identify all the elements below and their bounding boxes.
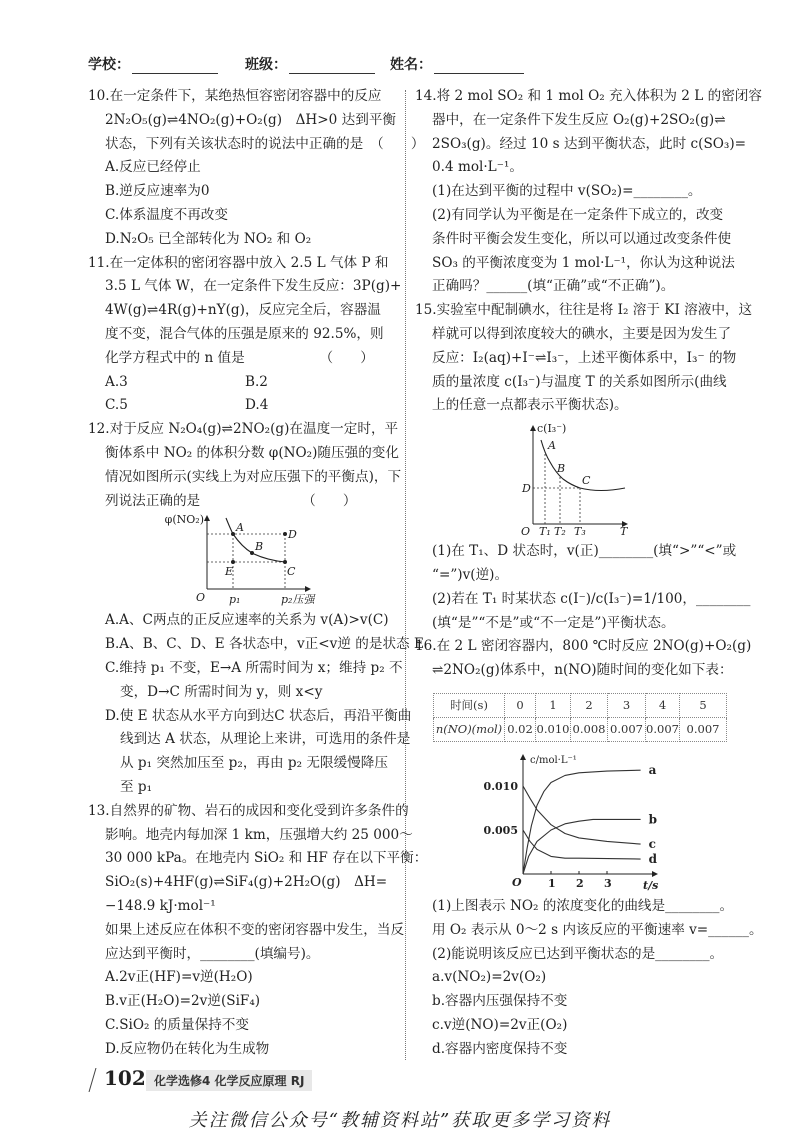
concentration-time-chart <box>415 741 730 895</box>
text-line: 4W(g)⇌4R(g)+nY(g)，反应完全后，容器温 <box>105 302 381 319</box>
point-c-label: C <box>287 565 296 579</box>
text-line: (2)若在 T₁ 时某状态 c(I⁻)/c(I₃⁻)=1/100，________ <box>432 590 751 607</box>
option-text: A.3 <box>105 373 128 390</box>
question-11 <box>88 252 400 419</box>
text-line: 质的量浓度 c(I₃⁻)与温度 T 的关系如图所示(曲线 <box>432 373 727 390</box>
point-b-label: B <box>255 540 264 554</box>
text-line: 衡体系中 NO₂ 的体积分数 φ(NO₂)随压强的变化 <box>105 444 399 461</box>
text-line: 应达到平衡时，________(填编号)。 <box>105 945 320 962</box>
text-line: A.2v正(HF)=v逆(H₂O) <box>105 969 253 986</box>
origin-label: O <box>196 591 206 605</box>
guide-lines <box>207 534 285 589</box>
text-line: a.v(NO₂)=2v(O₂) <box>432 969 547 986</box>
class-field[interactable]: 班级： <box>245 54 375 74</box>
text-line: 13.自然界的矿物、岩石的成因和变化受到许多条件的 <box>88 802 409 819</box>
point-e-label: E <box>225 565 234 579</box>
text-line: 11.在一定体积的密闭容器中放入 2.5 L 气体 P 和 <box>88 254 389 271</box>
t2-label: T₂ <box>554 525 566 539</box>
origin-label: O <box>512 875 522 889</box>
q12-figure-svg <box>88 513 400 609</box>
origin-label: O <box>521 525 531 539</box>
x-tick-label: 3 <box>604 876 612 890</box>
x-tick-label: 2 <box>576 876 584 890</box>
question-10 <box>88 85 425 252</box>
x-tick-label: 1 <box>548 876 556 890</box>
text-line: 化学方程式中的 n 值是 （ ） <box>105 349 374 366</box>
text-line: c.v逆(NO)=2v正(O₂) <box>432 1016 568 1033</box>
table-header-row: 时间(s) 0 1 2 3 4 5 <box>434 693 727 717</box>
text-line: C.SiO₂ 的质量保持不变 <box>105 1016 249 1033</box>
option-text: B.2 <box>245 373 268 390</box>
text-line: C.体系温度不再改变 <box>105 206 228 223</box>
y-tick-label: 0.005 <box>483 823 518 837</box>
concentration-chart-svg <box>415 741 730 895</box>
text-line: (1)在达到平衡的过程中 v(SO₂)=________。 <box>432 183 702 200</box>
y-axis-label: φ(NO₂) <box>164 513 204 527</box>
text-line: B.逆反应速率为0 <box>105 183 210 200</box>
t1-label: T₁ <box>539 525 551 539</box>
curve-label-c: c <box>648 837 656 852</box>
point-d-label: D <box>522 482 531 496</box>
text-line: 16.在 2 L 密闭容器内，800 ℃时反应 2NO(g)+O₂(g) <box>415 638 752 655</box>
left-column <box>88 85 428 1061</box>
no-amount-table-block <box>415 683 730 741</box>
name-field[interactable]: 姓名： <box>390 54 524 74</box>
question-13 <box>88 800 428 1062</box>
text-line: D.反应物仍在转化为生成物 <box>105 1040 270 1057</box>
text-line: “=”)v(逆)。 <box>432 566 509 583</box>
p1-label: p₁ <box>229 593 241 607</box>
text-line: 反应：I₂(aq)+I⁻⇌I₃⁻，上述平衡体系中，I₃⁻ 的物 <box>432 349 737 366</box>
text-line: 条件时平衡会发生变化，所以可以通过改变条件使 <box>432 230 732 247</box>
watermark-handwriting: 关注微信公众号“教辅资料站”获取更多学习资料 <box>188 1110 612 1131</box>
question-14 <box>415 85 762 299</box>
point-b-label: B <box>557 462 566 476</box>
text-line: b.容器内压强保持不变 <box>432 993 568 1010</box>
text-line: SiO₂(s)+4HF(g)⇌SiF₄(g)+2H₂O(g) ΔH= <box>105 874 388 891</box>
text-line: (1)在 T₁、D 状态时，v(正)________(填“>”“<”或 <box>432 543 737 560</box>
text-line: 从 p₁ 突然加压至 p₂，再由 p₂ 无限缓慢降压 <box>120 755 388 772</box>
text-line: A.A、C两点的正反应速率的关系为 v(A)>v(C) <box>105 612 389 629</box>
text-line: C.维持 p₁ 不变，E→A 所需时间为 x；维持 p₂ 不 <box>105 659 403 676</box>
question-15 <box>415 299 753 635</box>
text-line: 影响。地壳内每加深 1 km，压强增大约 25 000～ <box>105 826 413 843</box>
p2-label: p₂压强 <box>281 593 315 607</box>
student-info-header <box>88 54 528 78</box>
right-column <box>415 85 763 1062</box>
text-line: 如果上述反应在体积不变的密闭容器中发生，当反 <box>105 921 405 938</box>
text-line: 度不变，混合气体的压强是原来的 92.5%，则 <box>105 325 384 342</box>
q12-pressure-figure <box>88 513 400 609</box>
text-line: 线到达 A 状态，从理论上来讲，可选用的条件是 <box>120 731 411 748</box>
t3-label: T₃ <box>574 525 586 539</box>
school-field[interactable]: 学校： <box>88 54 218 74</box>
question-12 <box>88 418 424 800</box>
q15-temperature-figure <box>415 418 730 540</box>
text-line: 上的任意一点都表示平衡状态)。 <box>432 397 628 414</box>
text-line: 情况如图所示(实线上为对应压强下的平衡点)，下 <box>105 468 402 485</box>
text-line: ⇌2NO₂(g)体系中，n(NO)随时间的变化如下表： <box>432 662 733 679</box>
curve-label-d: d <box>648 851 657 866</box>
text-line: 10.在一定条件下，某绝热恒容密闭容器中的反应 <box>88 88 382 104</box>
text-line: D.N₂O₅ 已全部转化为 NO₂ 和 O₂ <box>105 230 312 247</box>
text-line: 2N₂O₅(g)⇌4NO₂(g)+O₂(g) ΔH>0 达到平衡 <box>105 111 397 128</box>
point-d-label: D <box>288 528 297 542</box>
text-line: 正确吗？______(填“正确”或“不正确”)。 <box>432 278 675 295</box>
curve-d <box>523 830 641 859</box>
text-line: −148.9 kJ·mol⁻¹ <box>105 897 216 914</box>
text-line: 状态，下列有关该状态时的说法中正确的是 （ ） <box>105 135 425 152</box>
curve-label-a: a <box>648 763 657 778</box>
text-line: 列说法正确的是 （ ） <box>105 492 357 509</box>
text-line: 12.对于反应 N₂O₄(g)⇌2NO₂(g)在温度一定时，平 <box>88 421 399 438</box>
y-tick-label: 0.010 <box>483 779 518 793</box>
no-amount-table <box>433 693 727 742</box>
q15-figure-svg <box>415 418 730 540</box>
text-line: (2)有同学认为平衡是在一定条件下成立的，改变 <box>432 206 724 223</box>
text-line: (填“是”“不是”或“不一定是”)平衡状态。 <box>432 614 675 631</box>
text-line: 样就可以得到浓度较大的碘水，主要是因为发生了 <box>432 325 732 342</box>
option-pair <box>88 371 400 395</box>
text-line: 15.实验室中配制碘水，往往是将 I₂ 溶于 KI 溶液中，这 <box>415 302 753 319</box>
y-axis-label: c(I₃⁻) <box>537 422 567 436</box>
option-text: C.5 <box>105 397 128 414</box>
option-text: D.4 <box>245 397 269 414</box>
book-title: 化学选修4 化学反应原理 RJ <box>146 1070 312 1091</box>
class-blank[interactable] <box>289 58 375 74</box>
point-a-label: A <box>548 439 556 453</box>
x-axis-label: T <box>620 525 628 539</box>
text-line: 3.5 L 气体 W，在一定条件下发生反应：3P(g)+ <box>105 278 402 295</box>
text-line: 30 000 kPa。在地壳内 SiO₂ 和 HF 存在以下平衡： <box>105 850 428 867</box>
text-line: (1)上图表示 NO₂ 的浓度变化的曲线是________。 <box>432 897 734 914</box>
school-blank[interactable] <box>132 58 218 74</box>
text-line: 14.将 2 mol SO₂ 和 1 mol O₂ 充入体积为 2 L 的密闭容 <box>415 88 762 104</box>
question-16 <box>415 635 763 1061</box>
text-line: 变，D→C 所需时间为 y，则 x<y <box>120 683 323 700</box>
x-axis-label: t/s <box>643 878 659 892</box>
option-pair <box>88 394 400 418</box>
text-line: 2SO₃(g)。经过 10 s 达到平衡状态，此时 c(SO₃)= <box>432 135 747 152</box>
text-line: B.A、B、C、D、E 各状态中，v正<v逆 的是状态 E <box>105 636 424 653</box>
text-line: 0.4 mol·L⁻¹。 <box>432 159 523 176</box>
text-line: SO₃ 的平衡浓度变为 1 mol·L⁻¹，你认为这种说法 <box>432 254 735 271</box>
text-line: 用 O₂ 表示从 0～2 s 内该反应的平衡速率 v=______。 <box>432 921 763 938</box>
text-line: 器中，在一定条件下发生反应 O₂(g)+2SO₂(g)⇌ <box>432 111 726 128</box>
name-blank[interactable] <box>434 58 524 74</box>
point-a-label: A <box>236 521 244 535</box>
text-line: A.反应已经停止 <box>105 159 201 176</box>
text-line: B.v正(H₂O)=2v逆(SiF₄) <box>105 993 261 1010</box>
curve-label-b: b <box>648 812 657 827</box>
curve-b <box>523 819 641 874</box>
text-line: (2)能说明该反应已达到平衡状态的是________。 <box>432 945 724 962</box>
column-divider <box>405 90 406 1060</box>
y-axis-label: c/mol·L⁻¹ <box>530 754 577 766</box>
text-line: d.容器内密度保持不变 <box>432 1040 568 1057</box>
text-line: 至 p₁ <box>120 778 153 795</box>
page-number: 102 <box>104 1066 146 1090</box>
curve-c <box>523 786 641 844</box>
table-row: n(NO)(mol) 0.02 0.010 0.008 0.007 0.007 0.007 <box>434 717 727 741</box>
point-c-label: C <box>582 474 591 488</box>
slash-decoration <box>88 1068 98 1092</box>
text-line: D.使 E 状态从水平方向到达C 状态后，再沿平衡曲 <box>105 707 412 724</box>
